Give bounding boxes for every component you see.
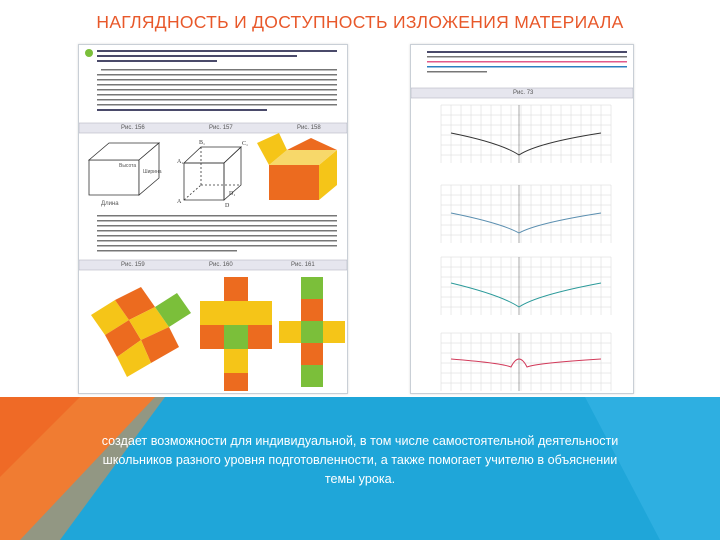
textbook-page-left-art [79, 45, 347, 393]
figure-label: Рис. 160 [209, 262, 233, 268]
svg-text:B₁: B₁ [199, 140, 206, 146]
svg-text:C₁: C₁ [242, 141, 249, 147]
svg-text:Высота: Высота [119, 163, 137, 169]
figure-label: Рис. 158 [297, 125, 321, 131]
svg-text:Длина: Длина [101, 201, 119, 207]
figure-label: Рис. 161 [291, 262, 315, 268]
caption-line: школьников разного уровня подготовленности, а также помогает учителю в объяснении [102, 453, 618, 467]
caption-line: темы урока. [324, 472, 396, 486]
svg-text:D₁: D₁ [229, 191, 236, 197]
svg-text:A: A [177, 199, 182, 205]
svg-text:Ширина: Ширина [143, 169, 162, 175]
caption-line: создает возможности для индивидуальной, в том числе самостоятельной деятельности [101, 434, 619, 448]
slide-title: НАГЛЯДНОСТЬ И ДОСТУПНОСТЬ ИЗЛОЖЕНИЯ МАТЕРИАЛА [96, 12, 624, 32]
svg-text:D: D [225, 203, 230, 209]
figure-label: Рис. 73 [513, 90, 534, 96]
textbook-page-right-art [411, 45, 633, 393]
figure-label: Рис. 157 [209, 125, 233, 131]
svg-text:A₁: A₁ [177, 159, 184, 165]
textbook-page-parallelepiped [78, 44, 348, 394]
figure-label: Рис. 156 [121, 125, 145, 131]
textbook-page-graphs [410, 44, 634, 394]
figure-label: Рис. 159 [121, 262, 145, 268]
caption-text [30, 432, 690, 489]
